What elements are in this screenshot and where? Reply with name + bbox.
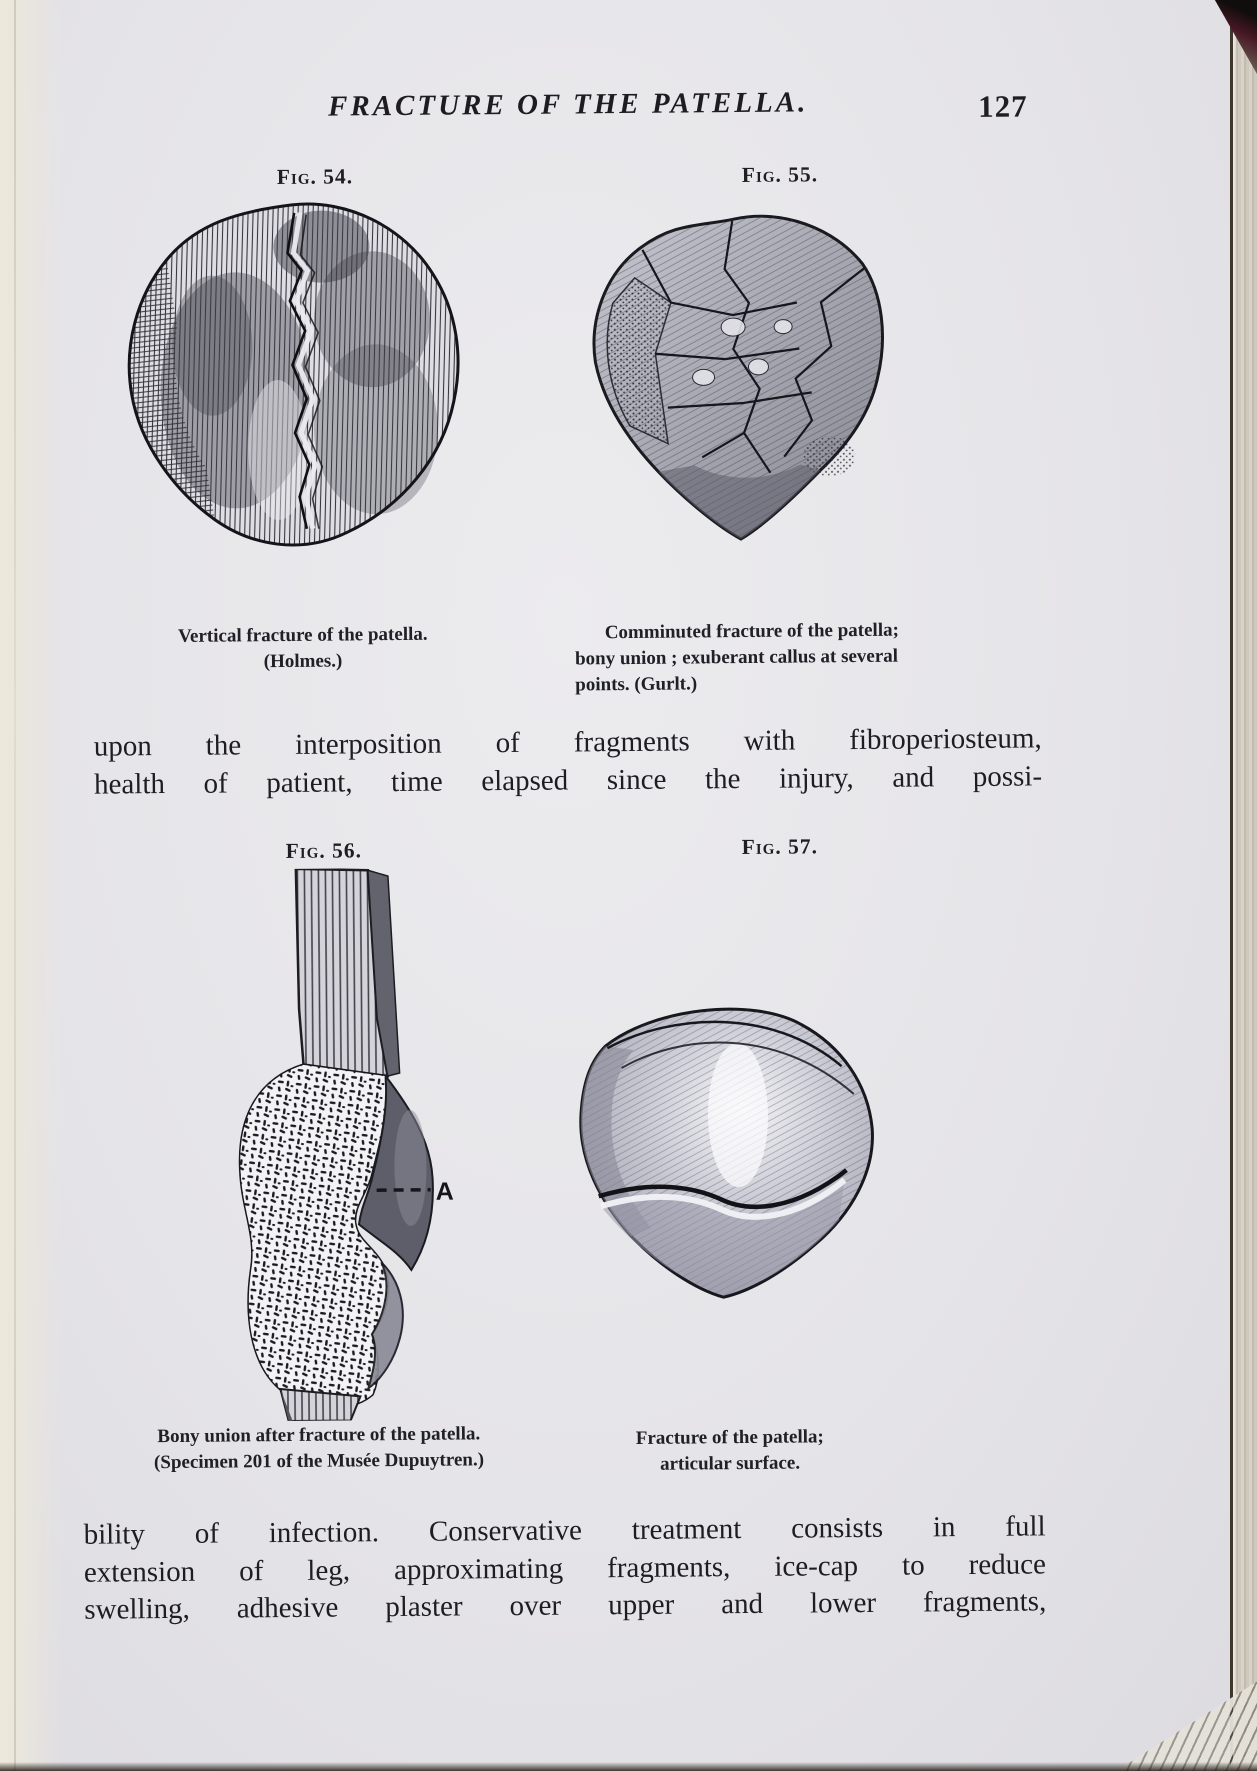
caption-line: Bony union after fracture of the patella. [157,1423,481,1448]
body-paragraph-1 [94,720,1043,803]
figure-54-caption [113,621,493,676]
running-head-title: FRACTURE OF THE PATELLA. [327,86,809,123]
caption-line: Fracture of the patella; [635,1426,824,1449]
figure-56-illustration [196,867,481,1421]
figure-label-54: Fig. 54. [276,164,354,190]
figure-57-illustration [541,986,892,1309]
page-number: 127 [978,88,1028,124]
body-paragraph-2 [83,1508,1046,1629]
caption-line: (Holmes.) [263,650,343,673]
figure-54-illustration [116,193,471,552]
paragraph-line: health of patient, time elapsed since the injury, and possi- [93,759,1043,801]
bottom-edge-shadow [0,1762,1257,1771]
caption-line: (Specimen 201 of the Musée Dupuytren.) [153,1449,485,1474]
caption-line: points. (Gurlt.) [575,673,698,696]
figure-57-caption [578,1424,882,1479]
figure-56-caption [93,1421,545,1477]
paragraph-line: bility of infection. Conservative treatment consists in full [83,1510,1046,1551]
caption-line: Vertical fracture of the patella. [177,623,428,647]
caption-line: Comminuted fracture of the patella; [604,619,899,644]
figure-label-56: Fig. 56. [285,838,363,863]
paragraph-line: upon the interposition of fragments with fibroperiosteum, [93,722,1042,763]
caption-line: bony union ; exuberant callus at several [574,645,899,670]
figure-55-caption [575,617,954,698]
figure-label-57: Fig. 57. [741,834,819,860]
paragraph-line: swelling, adhesive plaster over upper and lower fragments, [84,1585,1047,1626]
figure-55-illustration [582,206,893,549]
paragraph-line: extension of leg, approximating fragments, ice-cap to reduce [83,1547,1047,1589]
figure-56-annotation-A: A [435,1177,454,1206]
caption-line: articular surface. [659,1452,801,1475]
figure-label-55: Fig. 55. [741,162,819,187]
